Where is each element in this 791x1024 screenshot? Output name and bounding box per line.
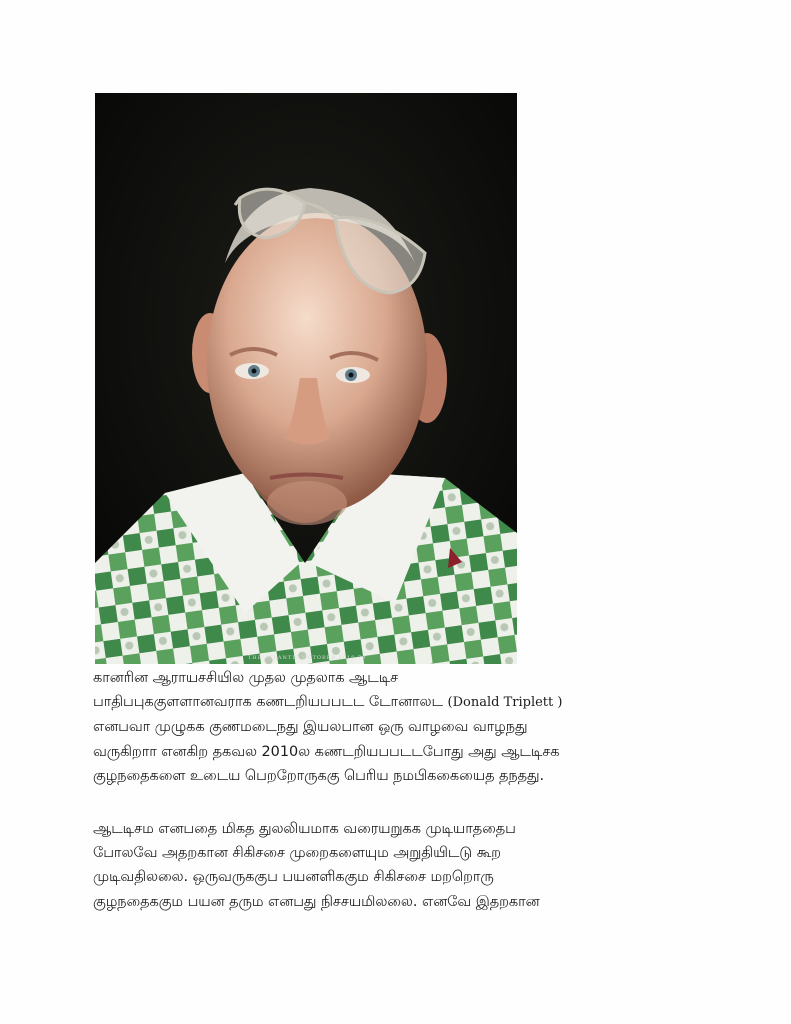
paragraph-line: ஆடடிசம எனபதை மிகத துலலியமாக வரையறுகக முடியாததைப [93, 821, 516, 837]
paragraph-line-text: பாதிபபுககுளளானவராக கணடறியபபடட டோனாலட [93, 694, 443, 711]
paragraph-2 [93, 817, 703, 914]
photo-credit: THE ATLANTIC OCTOBER 2010 79 [248, 655, 367, 661]
paragraph-1 [93, 666, 703, 788]
paragraph-line: எனபவா முழுகக குணமடைநது இயலபான ஒரு வாழவை வாழநது [93, 719, 528, 736]
paragraph-line: போலவே அதறகான சிகிசசை முறைகளையும அறுதியிடடு கூற [93, 845, 501, 862]
portrait-photo [95, 93, 517, 664]
paragraph-line: குழநதைகளை உடைய பெறறோருககு பெரிய நமபிககையைத தநதது. [93, 767, 545, 784]
portrait-illustration [95, 93, 517, 664]
paragraph-line: முடிவதிலலை. ஒருவருககுப பயனளிககும சிகிசசை மறறொரு [93, 869, 494, 886]
paragraph-line: குழநதைககும பயன தரும எனபது நிசசயமிலலை. எனவே இதறகான [93, 893, 540, 910]
english-name: (Donald Triplett ) [447, 695, 563, 711]
paragraph-line: கானரின ஆராயசசியில முதல முதலாக ஆடடிச [93, 670, 399, 686]
paragraph-line [93, 690, 703, 715]
paragraph-line: வருகிறாா எனகிற தகவல 2010ல கணடறியபபடடபோது அது ஆடடிசக [93, 743, 560, 760]
